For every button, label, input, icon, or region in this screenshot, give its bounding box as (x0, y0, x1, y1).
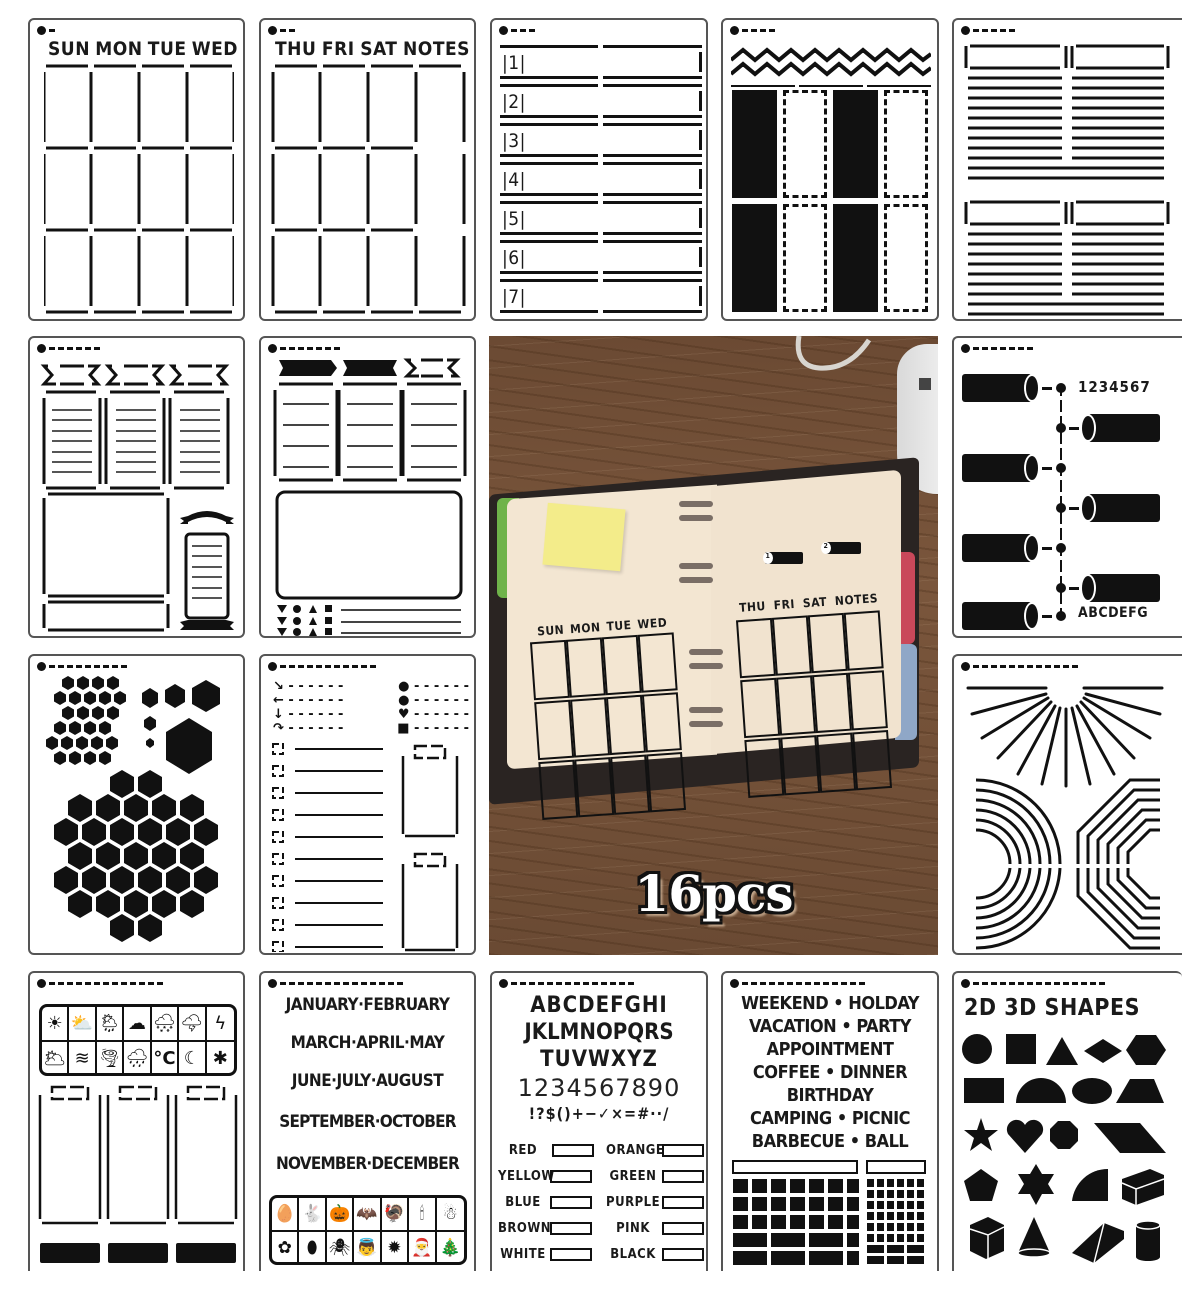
stencil-alphabet (490, 971, 708, 1271)
shape-bullets (277, 605, 332, 636)
stencil-shapes (952, 971, 1182, 1271)
stencil-numbered-list (490, 18, 708, 321)
semicircle-shape (1016, 1078, 1066, 1103)
ellipse-shape (1072, 1078, 1112, 1104)
bunny-icon: 🐇 (299, 1198, 326, 1232)
lightning-icon: ϟ (207, 1007, 234, 1042)
event-line: VACATION • PARTY (748, 1016, 912, 1037)
flower-icon: ✿ (272, 1232, 299, 1264)
alphabet-row: TUVWXYZ (540, 1047, 658, 1072)
numbers-row: 1234567890 (517, 1074, 681, 1102)
stencil-week-right (259, 18, 476, 321)
hexagon-pattern (30, 656, 245, 955)
calendar-grid (271, 64, 466, 314)
number-row: |4| (500, 162, 702, 201)
waves-icon: ≋ (69, 1042, 96, 1075)
months-line: JANUARY·FEBRUARY (285, 995, 450, 1015)
candle-icon: 🕯 (409, 1198, 436, 1232)
weather-icon-grid (39, 1004, 237, 1076)
hanging-hole (499, 979, 634, 988)
octagon-shape (1050, 1121, 1078, 1149)
months-line: JUNE·JULY·AUGUST (291, 1071, 444, 1091)
hanging-hole (961, 26, 1015, 35)
dashed-column (783, 204, 827, 312)
pentagon-shape (964, 1169, 998, 1201)
arrow-curve-icon: ↷ - - - - - - (273, 721, 344, 736)
hanging-hole (268, 979, 403, 988)
hanging-hole (37, 979, 163, 988)
square-shape (1006, 1034, 1036, 1064)
alphabet-row: JKLMNOPQRS (524, 1020, 674, 1045)
prism-shape (1072, 1223, 1124, 1263)
cloud-icon: ☁ (124, 1007, 151, 1042)
hanging-hole (499, 26, 535, 35)
tornado-icon: 🌪 (97, 1042, 124, 1075)
turkey-icon: 🦃 (382, 1198, 409, 1232)
hanging-hole (268, 26, 295, 35)
hanging-hole (730, 26, 775, 35)
solid-column (833, 204, 878, 312)
number-row: |6| (500, 240, 702, 279)
months-line: SEPTEMBER·OCTOBER (279, 1112, 456, 1132)
day-label: SAT (360, 38, 398, 60)
timeline-graphic (960, 368, 1170, 634)
stencil-banner-columns (28, 336, 245, 638)
event-line: BIRTHDAY (786, 1085, 874, 1106)
day-label: FRI (321, 38, 355, 60)
angel-icon: 👼 (354, 1232, 381, 1264)
shapes-grid (954, 973, 1182, 1271)
photo-left-days: SUN MON TUE WED (536, 615, 668, 639)
heart-icon: ♥ - - - - - - (397, 707, 469, 722)
banner-layout (40, 358, 240, 633)
circle-shape (962, 1034, 992, 1064)
hanging-hole (37, 344, 100, 353)
arrow-down-right-icon: ↘ - - - - - - (273, 679, 344, 694)
photo-right-days: THU FRI SAT NOTES (738, 591, 879, 615)
event-line: BARBECUE • BALL (751, 1131, 909, 1152)
rectangle-shape (964, 1078, 1004, 1103)
rope (789, 336, 879, 376)
bat-icon: 🦇 (354, 1198, 381, 1232)
cloud-snow-icon: 🌨 (152, 1007, 179, 1042)
weather-columns (38, 1085, 240, 1271)
snowman-icon: ☃ (437, 1198, 464, 1232)
bullet-key (273, 680, 469, 736)
months-line: NOVEMBER·DECEMBER (276, 1154, 459, 1174)
photo-left-grid (529, 631, 691, 821)
cloud-lightning-icon: 🌩 (179, 1007, 206, 1042)
solid-column (732, 90, 777, 198)
sun-cloud-icon: ⛅ (69, 1007, 96, 1042)
hanging-hole (730, 979, 865, 988)
pumpkin-icon: 🎃 (327, 1198, 354, 1232)
dashed-column (884, 90, 928, 198)
parallelogram-shape (1094, 1123, 1166, 1153)
day-label: NOTES (402, 38, 470, 60)
checklist-lines (271, 742, 471, 952)
number-row: |5| (500, 201, 702, 240)
holiday-icon-grid (269, 1195, 467, 1265)
circle-icon: ● - - - - - - (398, 679, 469, 694)
stencil-timeline (952, 336, 1182, 638)
stencil-hexagons (28, 654, 245, 955)
number-row: |2| (500, 84, 702, 123)
hanging-hole (961, 344, 1033, 353)
timeline-numbers: 1234567 (1078, 378, 1151, 396)
months-line: MARCH·APRIL·MAY (290, 1033, 445, 1053)
stencil-zigzag-columns (721, 18, 939, 321)
solid-column (732, 204, 777, 312)
timeline-letters: ABCDEFG (1078, 605, 1149, 621)
count-badge: 16pcs (634, 864, 793, 923)
arrow-left-icon: ← - - - - - - (273, 693, 344, 708)
banner-layout (269, 356, 469, 636)
dashed-column (884, 204, 928, 312)
snowflake-icon: ✱ (212, 1048, 228, 1069)
hexagon-shape (1126, 1035, 1166, 1065)
number-row: |3| (500, 123, 702, 162)
rhombus-shape (1084, 1039, 1122, 1063)
triangle-shape (1046, 1037, 1078, 1065)
trapezoid-shape (1116, 1079, 1164, 1103)
sticky-note (542, 503, 625, 572)
calendar-grid (44, 64, 234, 314)
maple-leaf-icon: ✹ (382, 1232, 409, 1264)
page-tab-label: 2 (821, 542, 831, 554)
stencil-week-left (28, 18, 245, 321)
santa-hat-icon: 🎅 (409, 1232, 436, 1264)
stencil-checklist (259, 654, 476, 955)
sunburst-pattern (954, 656, 1182, 955)
event-grids (731, 1159, 935, 1271)
number-row: |1| (500, 45, 702, 84)
day-label: WED (191, 38, 238, 60)
hanging-hole (268, 662, 376, 671)
symbols-row: !?$()+−✓×=#··/ (528, 1104, 670, 1123)
shapes-title: 2D 3D SHAPES (964, 995, 1140, 1021)
solid-column (833, 90, 878, 198)
color-key: RED ORANGE YELLOW GREEN BLUE PURPLE BROWN PINK WHITE BLACK (498, 1137, 704, 1267)
spider-icon: 🕷 (327, 1232, 354, 1264)
cube-shape (970, 1217, 1004, 1259)
stencil-banner-columns-2 (259, 336, 476, 638)
sun-icon: ☀ (42, 1007, 69, 1042)
stencil-weather (28, 971, 245, 1271)
tree-icon: 🎄 (439, 1238, 461, 1258)
alphabet-row: ABCDEFGHI (530, 993, 668, 1018)
page-tab-label: 1 (763, 552, 773, 564)
stencil-sunburst (952, 654, 1182, 955)
egg-icon: ⬮ (299, 1232, 326, 1264)
hexagram-shape (1018, 1164, 1054, 1205)
event-line: APPOINTMENT (766, 1039, 894, 1060)
celsius-icon: °C (152, 1042, 179, 1075)
day-label: TUE (147, 38, 187, 60)
day-label: MON (95, 38, 143, 60)
binder-rings (679, 501, 719, 731)
stencil-lined-columns (952, 18, 1182, 321)
cone-shape (1018, 1217, 1050, 1257)
stencil-events (721, 971, 939, 1271)
easter-egg-icon: 🥚 (272, 1198, 299, 1232)
day-label: THU (275, 38, 317, 60)
event-line: CAMPING • PICNIC (749, 1108, 911, 1129)
star-shape (964, 1118, 998, 1151)
number-row: |7| (500, 279, 702, 318)
lined-sections (964, 42, 1174, 317)
sun-cloud-rain-icon: 🌦 (97, 1007, 124, 1042)
photo-right-grid (735, 609, 897, 799)
hanging-hole (268, 344, 340, 353)
arrow-down-icon: ↓ - - - - - - (273, 707, 344, 722)
cloud-rain-icon: 🌧 (124, 1042, 151, 1075)
dashed-column (783, 90, 827, 198)
cloud-wind-icon: 🌥 (42, 1042, 69, 1075)
moon-icon: ☾ (179, 1042, 206, 1075)
square-icon: ■ - - - - - - (397, 721, 469, 736)
product-photo (489, 336, 938, 955)
day-label: SUN (48, 38, 90, 60)
event-line: COFFEE • DINNER (752, 1062, 908, 1083)
quarter-circle-shape (1072, 1169, 1108, 1201)
event-line: WEEKEND • HOLDAY (741, 993, 919, 1014)
heart-shape (1007, 1120, 1043, 1153)
cylinder-shape (1136, 1221, 1160, 1261)
stencil-months (259, 971, 476, 1271)
circle-icon: ● - - - - - - (398, 693, 469, 708)
hanging-hole (37, 26, 55, 35)
